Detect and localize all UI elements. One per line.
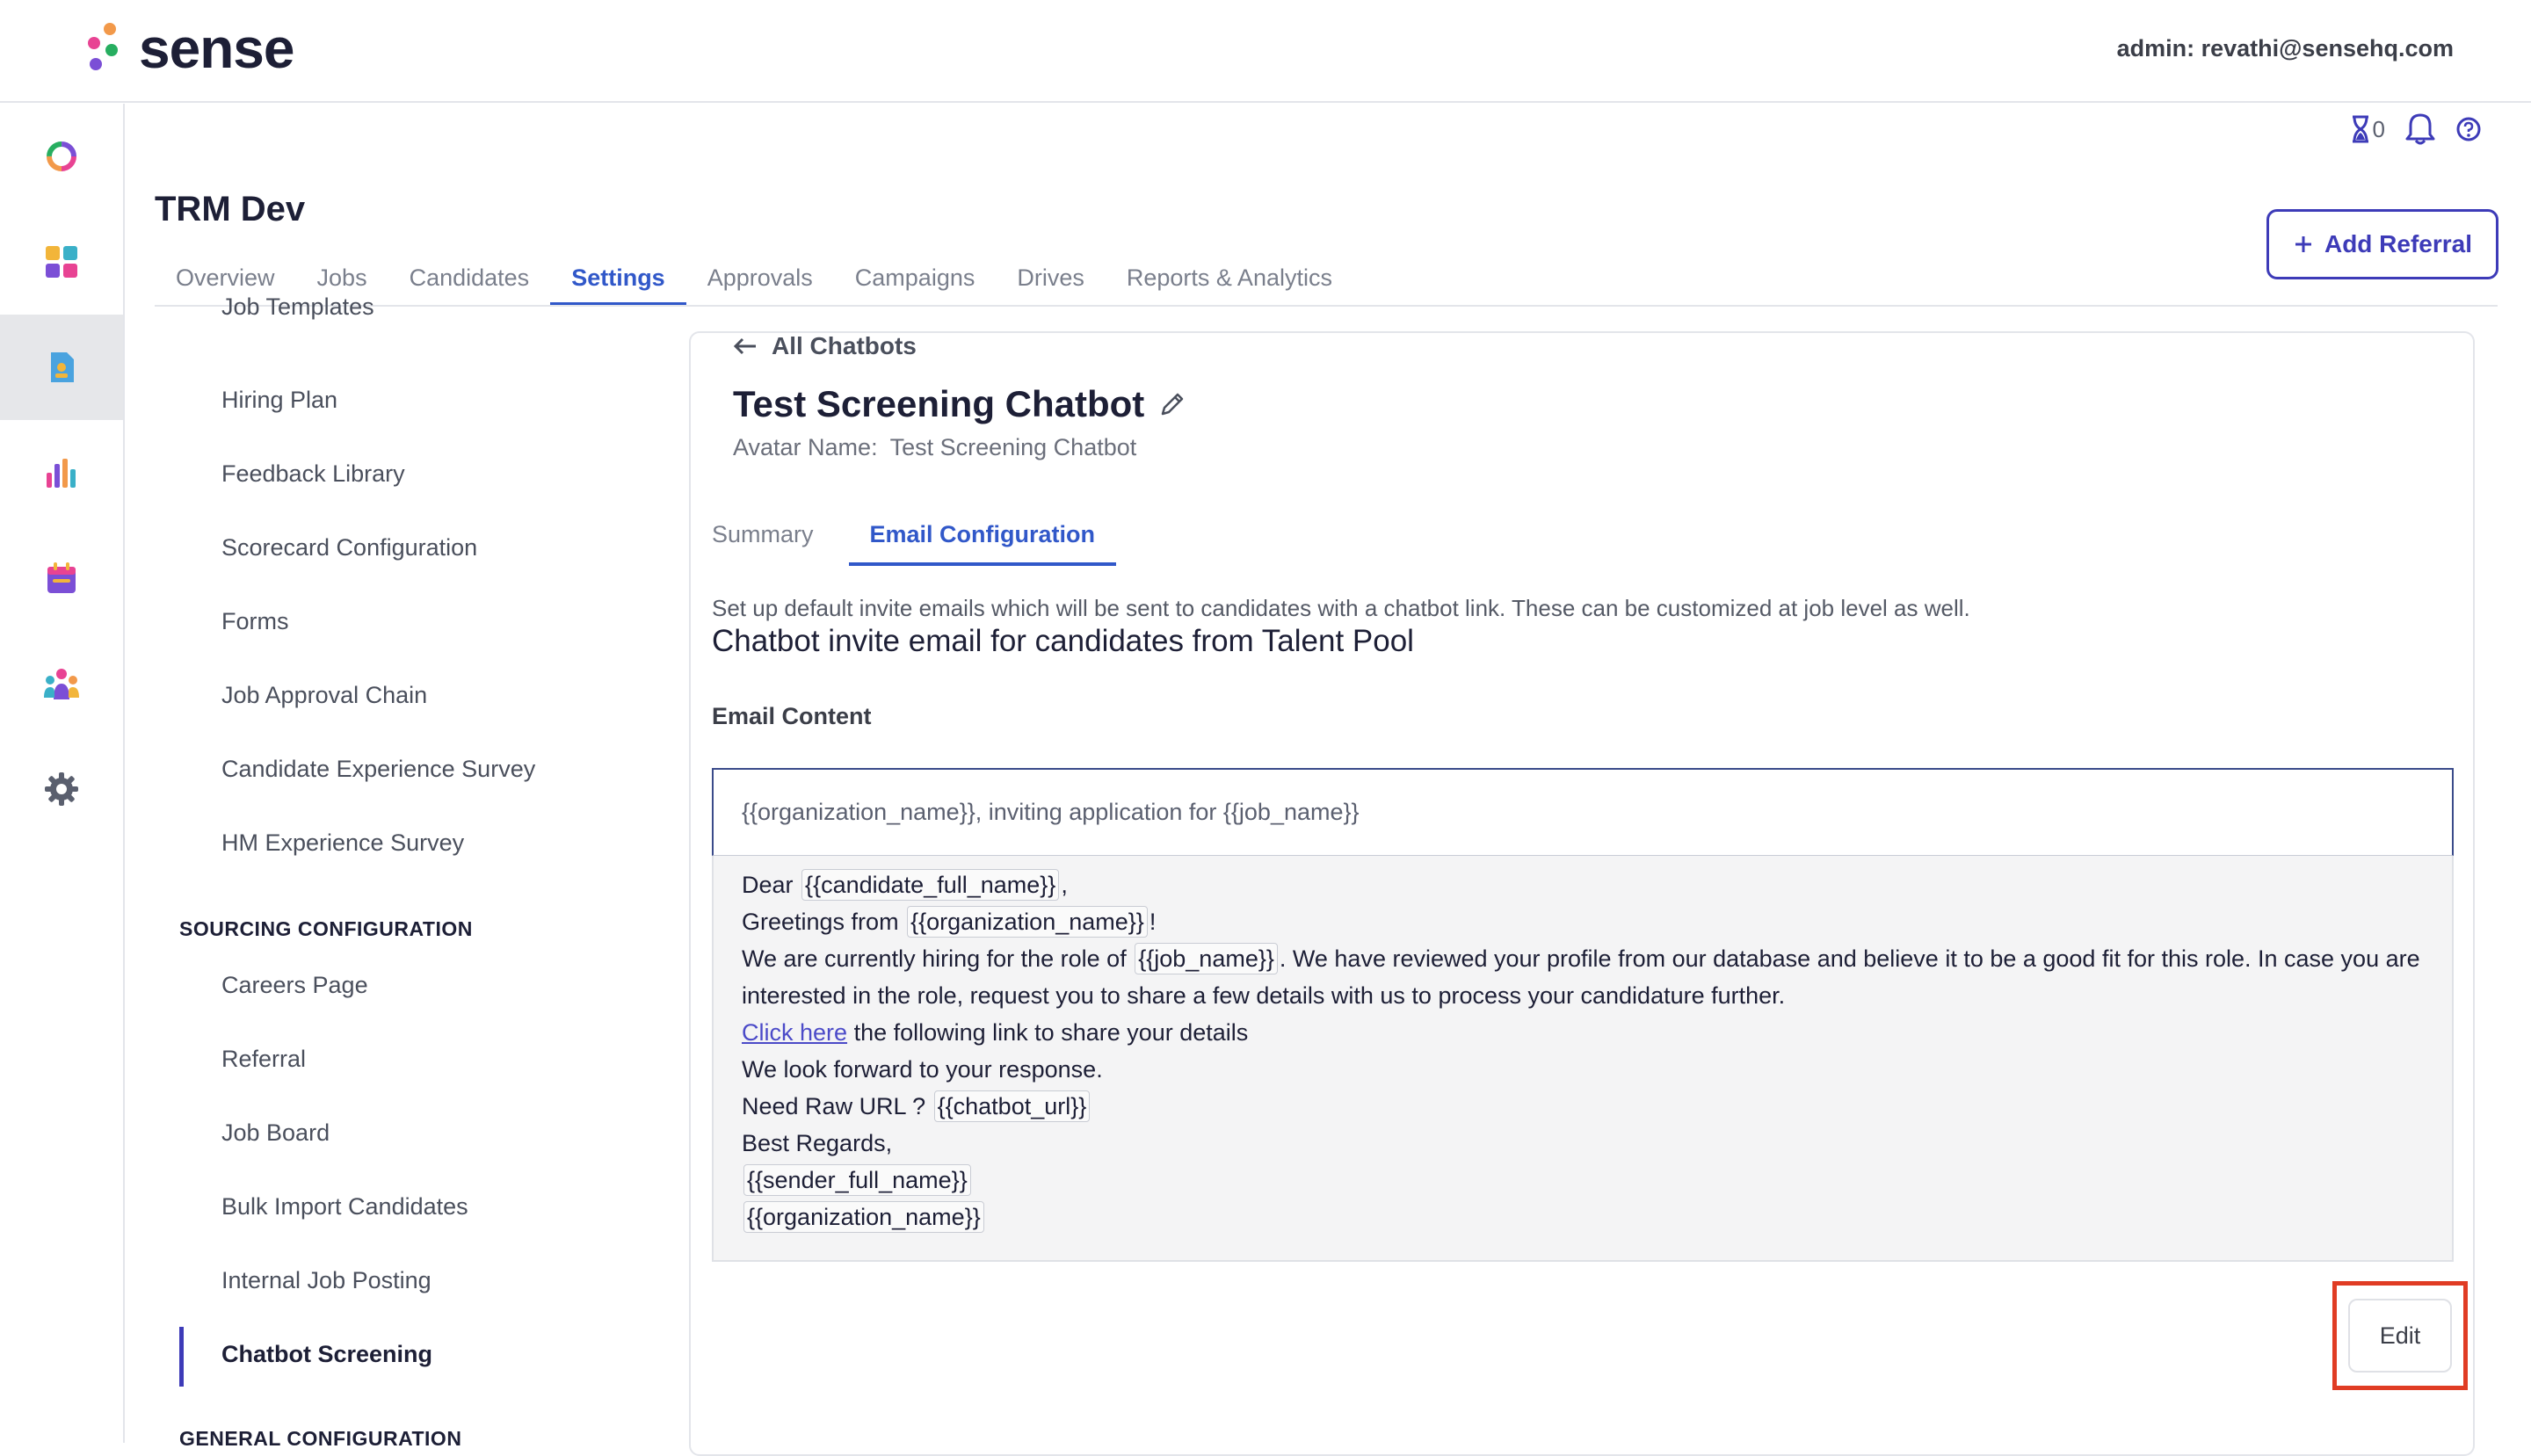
- section-title: Chatbot invite email for candidates from Talent Pool: [712, 624, 1414, 658]
- settings-sidebar: [125, 293, 670, 1450]
- sidebar-item-bulk-import-candidates[interactable]: Bulk Import Candidates: [221, 1193, 468, 1220]
- body-line-raw-url: [742, 1088, 2424, 1125]
- job-document-icon: [44, 350, 79, 385]
- rail-jobs[interactable]: [0, 315, 123, 420]
- tab-approvals[interactable]: Approvals: [707, 264, 813, 291]
- candidate-name-tag: {{candidate_full_name}}: [801, 869, 1059, 901]
- admin-label[interactable]: admin: revathi@sensehq.com: [2116, 35, 2454, 62]
- dashboard-grid-icon: [44, 244, 79, 279]
- tab-jobs[interactable]: Jobs: [316, 264, 367, 291]
- hiring-suffix: . We have reviewed your profile from our database and believe it to be a good fit for this role. In case you are interested in the role, request you to share a few details with us to process your candidature further.: [742, 945, 2420, 1009]
- sidebar-item-job-board[interactable]: Job Board: [221, 1119, 330, 1146]
- body-line-look-forward: We look forward to your response.: [742, 1056, 1103, 1083]
- people-group-icon: [43, 666, 80, 701]
- sidebar-item-scorecard-configuration[interactable]: Scorecard Configuration: [221, 534, 478, 561]
- sense-logo[interactable]: [81, 17, 294, 80]
- organization-signature-tag: {{organization_name}}: [743, 1201, 984, 1233]
- click-here-link[interactable]: Click here: [742, 1019, 848, 1046]
- pending-count: 0: [2372, 115, 2385, 142]
- sidebar-item-forms[interactable]: Forms: [221, 608, 289, 634]
- avatar-name-value: Test Screening Chatbot: [889, 434, 1137, 460]
- tab-reports-analytics[interactable]: Reports & Analytics: [1126, 264, 1332, 291]
- pending-tasks[interactable]: [2350, 115, 2385, 143]
- rail-home[interactable]: [0, 104, 123, 209]
- ring-logo-icon: [44, 139, 79, 174]
- sidebar-item-referral[interactable]: Referral: [221, 1046, 307, 1072]
- chatbot-title: [733, 383, 1186, 425]
- avatar-name: [733, 434, 1136, 461]
- edit-button[interactable]: Edit: [2348, 1299, 2452, 1373]
- avatar-name-label: Avatar Name:: [733, 434, 878, 460]
- icon-rail: [0, 104, 125, 1443]
- setup-description: Set up default invite emails which will be sent to candidates with a chatbot link. These can be customized at job level as well.: [712, 595, 1970, 621]
- tab-settings[interactable]: Settings: [550, 255, 686, 306]
- sidebar-item-job-templates[interactable]: Job Templates: [221, 293, 374, 320]
- sidebar-item-hiring-plan[interactable]: Hiring Plan: [221, 387, 338, 413]
- rail-reports[interactable]: [0, 420, 123, 525]
- job-name-tag: {{job_name}}: [1135, 943, 1278, 974]
- sidebar-item-hm-experience-survey[interactable]: HM Experience Survey: [221, 829, 465, 856]
- chatbot-url-tag: {{chatbot_url}}: [934, 1090, 1091, 1122]
- body-line-greetings: [742, 903, 2424, 940]
- logo-text: sense: [139, 17, 294, 80]
- sidebar-item-candidate-experience-survey[interactable]: Candidate Experience Survey: [221, 756, 536, 782]
- raw-url-text: Need Raw URL ?: [742, 1093, 926, 1119]
- greetings-suffix: !: [1149, 909, 1157, 935]
- body-line-sender: [742, 1162, 2424, 1199]
- calendar-icon: [44, 561, 79, 596]
- rail-calendar[interactable]: [0, 525, 123, 631]
- bell-icon[interactable]: [2404, 112, 2436, 146]
- sourcing-configuration-heading: SOURCING CONFIGURATION: [179, 917, 473, 940]
- hiring-prefix: We are currently hiring for the role of: [742, 945, 1127, 972]
- pencil-edit-icon[interactable]: [1158, 390, 1186, 418]
- sidebar-item-chatbot-screening[interactable]: Chatbot Screening: [221, 1341, 433, 1367]
- body-line-regards: Best Regards,: [742, 1130, 893, 1156]
- tab-overview[interactable]: Overview: [176, 264, 275, 291]
- general-configuration-heading: GENERAL CONFIGURATION: [179, 1427, 462, 1450]
- sidebar-item-internal-job-posting[interactable]: Internal Job Posting: [221, 1267, 432, 1293]
- email-content-label: Email Content: [712, 703, 872, 729]
- organization-name-tag: {{organization_name}}: [907, 906, 1148, 938]
- add-referral-label: Add Referral: [2324, 230, 2473, 257]
- utility-bar: [2350, 112, 2482, 146]
- nav-divider: [155, 305, 2498, 307]
- email-body[interactable]: [712, 856, 2454, 1262]
- tab-candidates[interactable]: Candidates: [409, 264, 530, 291]
- help-icon[interactable]: [2455, 116, 2482, 142]
- body-line-org-signature: [742, 1199, 2424, 1235]
- sidebar-item-job-approval-chain[interactable]: Job Approval Chain: [221, 682, 428, 708]
- tab-campaigns[interactable]: Campaigns: [854, 264, 975, 291]
- rail-settings[interactable]: [0, 736, 123, 842]
- back-link-label: All Chatbots: [772, 332, 917, 359]
- sidebar-item-feedback-library[interactable]: Feedback Library: [221, 460, 405, 487]
- add-referral-button[interactable]: [2266, 209, 2498, 279]
- top-bar: [0, 0, 2531, 103]
- chatbot-tabs: [691, 513, 1130, 566]
- chatbot-title-text: Test Screening Chatbot: [733, 383, 1145, 424]
- body-line-click-here: [742, 1014, 2424, 1051]
- page-title: TRM Dev: [155, 190, 306, 228]
- arrow-left-icon: [733, 337, 758, 356]
- click-here-suffix: the following link to share your details: [853, 1019, 1249, 1046]
- active-item-indicator: [179, 1327, 184, 1387]
- greetings-text: Greetings from: [742, 909, 899, 935]
- dear-text: Dear: [742, 872, 794, 898]
- gear-icon: [44, 771, 79, 807]
- sender-name-tag: {{sender_full_name}}: [743, 1164, 971, 1196]
- plus-icon: [2293, 234, 2314, 255]
- rail-people[interactable]: [0, 631, 123, 736]
- body-line-hiring: [742, 940, 2424, 1014]
- sidebar-item-careers-page[interactable]: Careers Page: [221, 972, 368, 998]
- back-to-all-chatbots[interactable]: [733, 332, 917, 360]
- rail-dashboard[interactable]: [0, 209, 123, 315]
- bar-chart-icon: [44, 455, 79, 490]
- body-line-dear: [742, 866, 2424, 903]
- tab-summary[interactable]: Summary: [712, 521, 814, 547]
- email-subject-field[interactable]: {{organization_name}}, inviting application for {{job_name}}: [712, 768, 2454, 856]
- tab-drives[interactable]: Drives: [1017, 264, 1084, 291]
- dear-suffix: ,: [1061, 872, 1068, 898]
- hourglass-icon: [2350, 115, 2371, 143]
- logo-dots-icon: [81, 21, 125, 76]
- tab-email-configuration[interactable]: Email Configuration: [849, 513, 1117, 566]
